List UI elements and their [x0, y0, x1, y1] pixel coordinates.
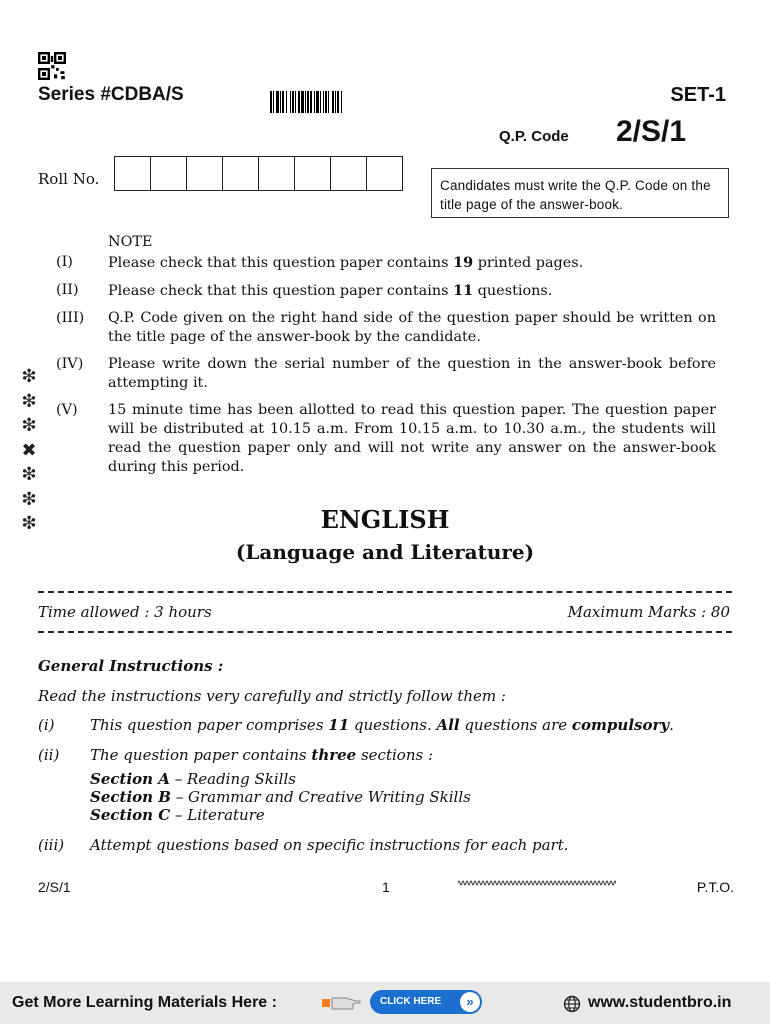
- section-line: Section A – Reading Skills: [90, 770, 296, 788]
- roll-number-box: [151, 157, 187, 190]
- roll-number-box: [367, 157, 402, 190]
- note-item: (I) Please check that this question paper contains 19 printed pages.: [56, 254, 584, 271]
- note-item: (II) Please check that this question paper contains 11 questions.: [56, 282, 553, 299]
- time-allowed: Time allowed : 3 hours: [38, 603, 212, 621]
- snowflake-icon: ❇: [21, 513, 37, 533]
- divider: [38, 631, 732, 633]
- cross-icon: ✖: [21, 439, 37, 460]
- instruction-item: (i) This question paper comprises 11 questions. All questions are compulsory.: [38, 716, 674, 734]
- roll-number-box: [259, 157, 295, 190]
- set-label: SET-1: [670, 84, 726, 106]
- snowflake-icon: ❇: [21, 488, 37, 509]
- note-item: (V) 15 minute time has been allotted to read this question paper. The question paper will be distributed at 10.15 a.m. From 10.15 a.m. to 10.30 a.m., the students will read the question paper only and will not write any answer on the answer-book during this period.: [56, 402, 716, 475]
- roll-number-box: [223, 157, 259, 190]
- general-instructions: [38, 656, 728, 865]
- roll-number-box: [187, 157, 223, 190]
- section-line: Section B – Grammar and Creative Writing Skills: [90, 788, 471, 806]
- roll-number-box: [331, 157, 367, 190]
- click-here-button[interactable]: CLICK HERE »: [370, 990, 482, 1014]
- globe-icon: [563, 995, 581, 1013]
- wave-line-icon: [458, 878, 616, 888]
- note-item: (III) Q.P. Code given on the right hand side of the question paper should be written on the title page of the answer-book by the candidate.: [56, 310, 716, 345]
- banner-text: Get More Learning Materials Here :: [12, 994, 277, 1011]
- subject-title: ENGLISH: [320, 505, 450, 534]
- note-item: (IV) Please write down the serial number of the question in the answer-book before attempting it.: [56, 356, 716, 391]
- roll-number-box: [295, 157, 331, 190]
- note-section: [56, 233, 716, 485]
- instruction-item: (ii) The question paper contains three sections :: [38, 746, 433, 764]
- pto-label: P.T.O.: [696, 879, 734, 895]
- page-number: 1: [382, 879, 390, 895]
- note-heading: NOTE: [108, 234, 153, 250]
- series-label: Series #CDBA/S: [38, 84, 184, 105]
- footer-code: 2/S/1: [38, 879, 71, 895]
- general-instructions-heading: General Instructions :: [38, 657, 224, 675]
- snowflake-icon: ❇: [21, 464, 37, 484]
- qp-code-label: Q.P. Code: [499, 128, 569, 145]
- instructions-intro: Read the instructions very carefully and strictly follow them :: [38, 687, 506, 705]
- roll-number-box: [115, 157, 151, 190]
- snowflake-icon: ❇: [21, 366, 37, 386]
- divider: [38, 591, 732, 593]
- snowflake-icon: ❇: [21, 390, 37, 411]
- snowflake-icon: ❇: [21, 415, 37, 435]
- instruction-item: (iii) Attempt questions based on specific instructions for each part.: [38, 836, 569, 854]
- double-chevron-icon: »: [460, 992, 480, 1012]
- subject-subtitle: (Language and Literature): [235, 540, 535, 564]
- website-link[interactable]: www.studentbro.in: [588, 994, 732, 1011]
- candidate-note-box: Candidates must write the Q.P. Code on the title page of the answer-book.: [431, 168, 729, 218]
- section-line: Section C – Literature: [90, 806, 265, 824]
- qp-code-value: 2/S/1: [616, 115, 687, 148]
- promo-banner: [0, 982, 770, 1024]
- roll-number-label: Roll No.: [38, 170, 100, 188]
- maximum-marks: Maximum Marks : 80: [567, 603, 730, 621]
- barcode-icon: [270, 91, 380, 113]
- qr-code-icon: [38, 52, 66, 80]
- pointing-hand-icon: [320, 992, 362, 1012]
- roll-number-boxes: [114, 156, 403, 191]
